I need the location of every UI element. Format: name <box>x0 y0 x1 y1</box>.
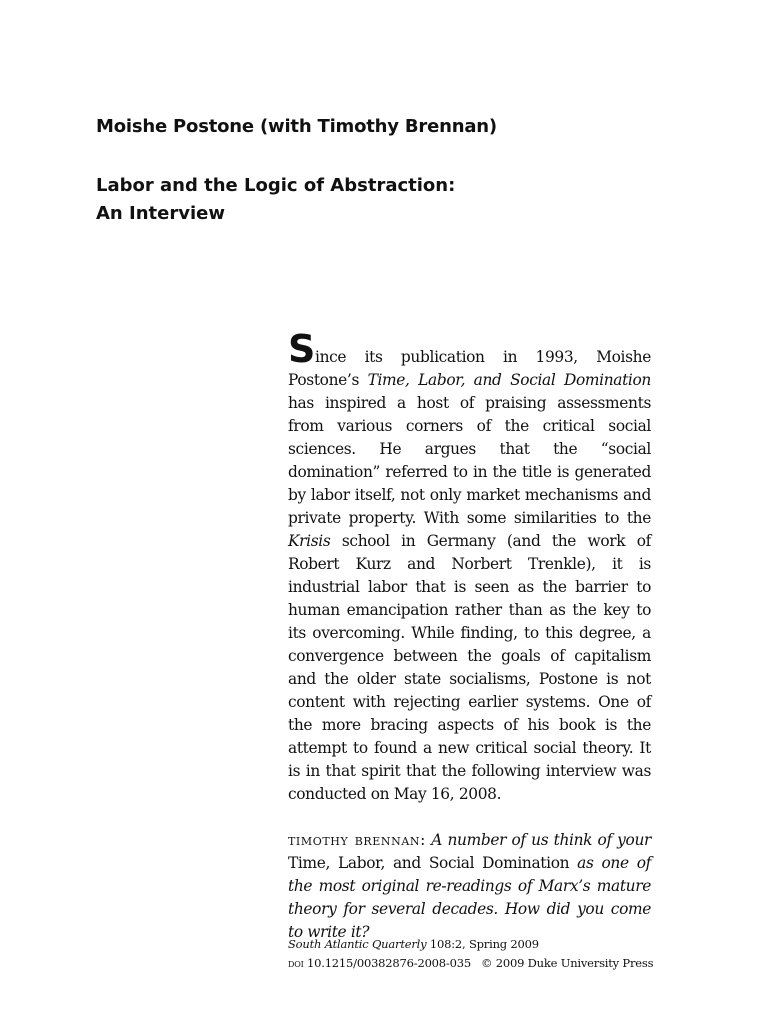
doi-label: doi <box>288 956 304 970</box>
citation-footer <box>288 935 653 973</box>
speaker-label: timothy brennan: <box>288 831 426 849</box>
author-line: Moishe Postone (with Timothy Brennan) <box>96 116 497 137</box>
intro-text-1: ince its publication in 1993, Moishe Postone’s <box>288 348 651 389</box>
article-body <box>288 327 652 944</box>
question-text-1: A number of us think of your <box>425 831 652 849</box>
intro-paragraph <box>288 327 651 806</box>
doi-value: 10.1215/00382876-2008-035 <box>303 956 471 970</box>
copyright: © 2009 Duke University Press <box>480 956 654 970</box>
question-book-title: Time, Labor, and Social Domination <box>288 854 570 872</box>
drop-cap: S <box>288 327 316 371</box>
journal-issue: 108:2, Spring 2009 <box>426 937 539 951</box>
journal-citation <box>288 935 653 954</box>
interview-question <box>288 829 651 944</box>
intro-school-name: Krisis <box>288 532 331 550</box>
intro-book-title: Time, Labor, and Social Domination <box>367 371 651 389</box>
article-title <box>96 172 455 228</box>
article-title-line-2: An Interview <box>96 203 225 224</box>
article-title-line-1: Labor and the Logic of Abstraction: <box>96 175 456 196</box>
doi-line <box>288 954 653 973</box>
intro-text-2: has inspired a host of praising assessments from various corners of the critical social sciences. He argues that the “social domination” referred to in the title is generated by labor itself, not only market mechanisms and private property. With some similarities to the <box>288 394 651 527</box>
journal-name: South Atlantic Quarterly <box>288 937 427 951</box>
question-text-2: as one of the most original re-readings of Marx’s mature theory for several decades. How did you come to write it? <box>288 854 651 941</box>
intro-text-3: school in Germany (and the work of Robert Kurz and Norbert Trenkle), it is industrial labor that is seen as the barrier to human emancipation rather than as the key to its overcoming. While finding, to this degree, a convergence between the goals of capitalism and the older state socialisms, Postone is not content with rejecting earlier systems. One of the more bracing aspects of his book is the attempt to found a new critical social theory. It is in that spirit that the following interview was conducted on May 16, 2008. <box>288 532 651 803</box>
